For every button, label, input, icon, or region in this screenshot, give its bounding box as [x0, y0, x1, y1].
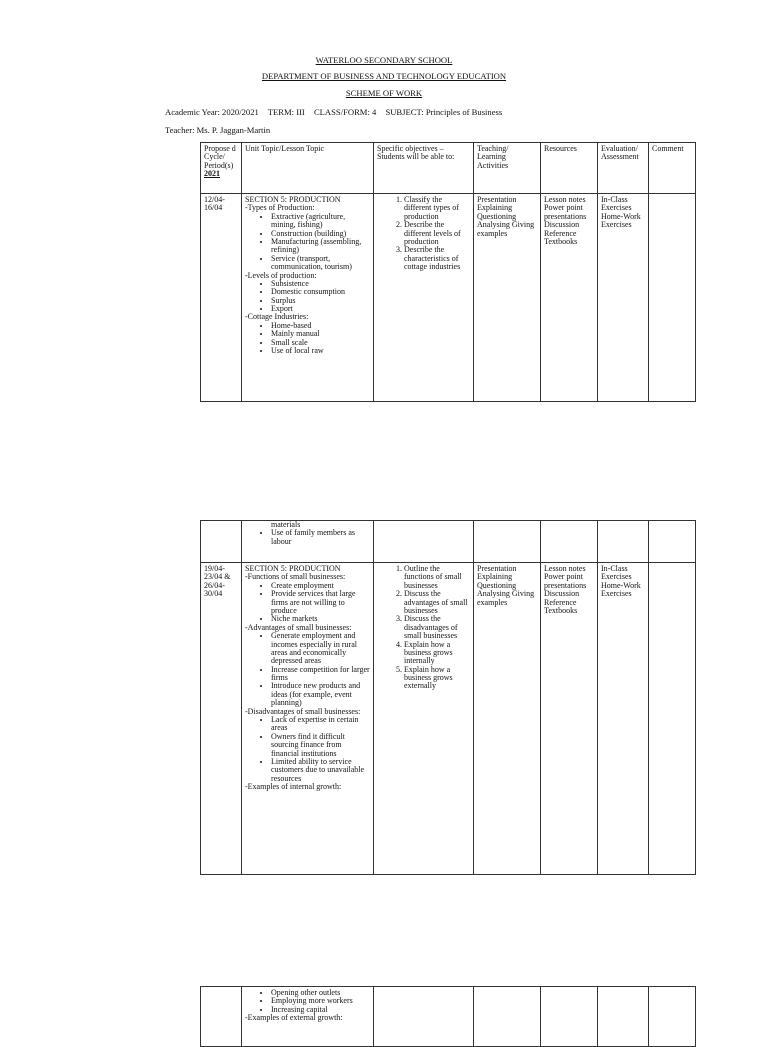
- list-item: • Surplus: [271, 297, 371, 305]
- topic-cell: [242, 521, 374, 563]
- bullet-list: [245, 632, 371, 708]
- list-item: • Opening other outlets: [271, 989, 371, 997]
- col-header-evaluation: Evaluation/ Assessment: [598, 143, 649, 194]
- list-item: • Limited ability to service customers due to unavailable resources: [271, 758, 371, 783]
- objective-item: 5. Explain how a business grows externally: [404, 666, 471, 691]
- objectives-list: [377, 196, 471, 272]
- subheading: -Examples of internal growth:: [245, 782, 342, 792]
- table-row: [201, 563, 696, 875]
- cycle-cell: [201, 987, 242, 1047]
- col-header-cycle: Propose d Cycle/ Period(s) 2021: [201, 143, 242, 194]
- objectives-list: [377, 565, 471, 691]
- department-name: DEPARTMENT OF BUSINESS AND TECHNOLOGY EDUCATION: [261, 71, 507, 81]
- scheme-table-3: [200, 986, 696, 1047]
- list-item: • Provide services that large firms are not willing to produce: [271, 590, 371, 615]
- list-item: • Create employment: [271, 582, 371, 590]
- list-item: • Niche markets: [271, 615, 371, 623]
- teacher-line: [165, 125, 270, 135]
- class-form: CLASS/FORM: 4: [313, 107, 377, 117]
- bullet-list: [245, 582, 371, 624]
- objectives-cell: [374, 987, 474, 1047]
- bullet-list: [245, 989, 371, 1014]
- scheme-table-2: [200, 520, 696, 875]
- subheading: -Types of Production:: [245, 203, 315, 213]
- list-item: • Lack of expertise in certain areas: [271, 716, 371, 733]
- list-item: • Generate employment and incomes especially in rural areas and economically depressed areas: [271, 632, 371, 666]
- col-header-comment: Comment: [649, 143, 696, 194]
- objective-item: 1. Outline the functions of small businesses: [404, 565, 471, 590]
- list-item: • Subsistence: [271, 280, 371, 288]
- cycle-cell: [201, 521, 242, 563]
- subheading: -Levels of production:: [245, 270, 317, 280]
- topic-cell: [242, 987, 374, 1047]
- teaching-cell: Presentation Explaining Questioning Analysing Giving examples: [474, 194, 541, 402]
- evaluation-cell: [598, 521, 649, 563]
- teaching-cell: [474, 987, 541, 1047]
- list-item: • Extractive (agriculture, mining, fishing): [271, 213, 371, 230]
- section-title: SECTION 5: PRODUCTION: [245, 564, 341, 573]
- subheading: -Examples of external growth:: [245, 1013, 343, 1023]
- resources-cell: [541, 521, 598, 563]
- objective-item: 3. Discuss the disadvantages of small businesses: [404, 615, 471, 640]
- list-item: • Mainly manual: [271, 330, 371, 338]
- teaching-cell: Presentation Explaining Questioning Analysing Giving examples: [474, 563, 541, 875]
- bullet-list: [245, 529, 371, 546]
- list-item: • Construction (building): [271, 230, 371, 238]
- subheading: -Disadvantages of small businesses:: [245, 706, 361, 716]
- comment-cell: [649, 521, 696, 563]
- objective-item: 2. Describe the different levels of production: [404, 221, 471, 246]
- comment-cell: [649, 194, 696, 402]
- comment-cell: [649, 563, 696, 875]
- list-item: • Increase competition for larger firms: [271, 666, 371, 683]
- document-title: SCHEME OF WORK: [345, 88, 423, 98]
- cycle-cell: 19/04-23/04 & 26/04-30/04: [201, 563, 242, 875]
- resources-cell: [541, 987, 598, 1047]
- bullet-list: [245, 213, 371, 272]
- objective-item: 4. Explain how a business grows internally: [404, 641, 471, 666]
- teaching-cell: [474, 521, 541, 563]
- bullet-list: [245, 716, 371, 783]
- table-row: [201, 194, 696, 402]
- topic-cell: [242, 194, 374, 402]
- comment-cell: [649, 987, 696, 1047]
- list-item: • Use of local raw: [271, 347, 371, 355]
- list-item: • Owners find it difficult sourcing finance from financial institutions: [271, 733, 371, 758]
- list-item: • Export: [271, 305, 371, 313]
- col-header-topic: Unit Topic/Lesson Topic: [242, 143, 374, 194]
- teacher: Teacher: Ms. P. Jaggan-Martin: [165, 125, 271, 135]
- school-name: WATERLOO SECONDARY SCHOOL: [315, 55, 453, 65]
- list-item: • Small scale: [271, 339, 371, 347]
- list-item: • Use of family members as labour: [271, 529, 371, 546]
- bullet-list: [245, 280, 371, 314]
- resources-cell: Lesson notes Power point presentations Discussion Reference Textbooks: [541, 563, 598, 875]
- table-row: [201, 521, 696, 563]
- subheading: -Advantages of small businesses:: [245, 622, 352, 632]
- list-item: • Domestic consumption: [271, 288, 371, 296]
- list-item: • Increasing capital: [271, 1006, 371, 1014]
- objectives-cell: [374, 563, 474, 875]
- objective-item: 2. Discuss the advantages of small businesses: [404, 590, 471, 615]
- evaluation-cell: [598, 987, 649, 1047]
- course-meta-line: [165, 107, 502, 117]
- evaluation-cell: In-Class Exercises Home-Work Exercises: [598, 563, 649, 875]
- cycle-cell: 12/04-16/04: [201, 194, 242, 402]
- academic-year: Academic Year: 2020/2021: [165, 107, 259, 117]
- col-header-resources: Resources: [541, 143, 598, 194]
- col-header-teaching: Teaching/ Learning Activities: [474, 143, 541, 194]
- list-item: • Employing more workers: [271, 997, 371, 1005]
- objective-item: 1. Classify the different types of production: [404, 196, 471, 221]
- objectives-cell: [374, 194, 474, 402]
- objective-item: 3. Describe the characteristics of cottage industries: [404, 246, 471, 271]
- subheading: -Functions of small businesses:: [245, 572, 346, 582]
- section-title: SECTION 5: PRODUCTION: [245, 195, 341, 204]
- table-header-row: [201, 143, 696, 194]
- list-item: • Introduce new products and ideas (for example, event planning): [271, 682, 371, 707]
- list-item: • Service (transport, communication, tourism): [271, 255, 371, 272]
- topic-cell: [242, 563, 374, 875]
- objectives-cell: [374, 521, 474, 563]
- term: TERM: III: [267, 107, 305, 117]
- subject: SUBJECT: Principles of Business: [385, 107, 503, 117]
- continued-text: materials: [271, 520, 301, 529]
- subheading: -Cottage Industries:: [245, 312, 309, 322]
- list-item: • Home-based: [271, 322, 371, 330]
- evaluation-cell: In-Class Exercises Home-Work Exercises: [598, 194, 649, 402]
- col-header-objectives: Specific objectives – Students will be able to:: [374, 143, 474, 194]
- cycle-year: 2021: [204, 169, 220, 179]
- bullet-list: [245, 322, 371, 356]
- table-row: [201, 987, 696, 1047]
- resources-cell: Lesson notes Power point presentations Discussion Reference Textbooks: [541, 194, 598, 402]
- scheme-table-1: [200, 142, 696, 402]
- list-item: • Manufacturing (assembling, refining): [271, 238, 371, 255]
